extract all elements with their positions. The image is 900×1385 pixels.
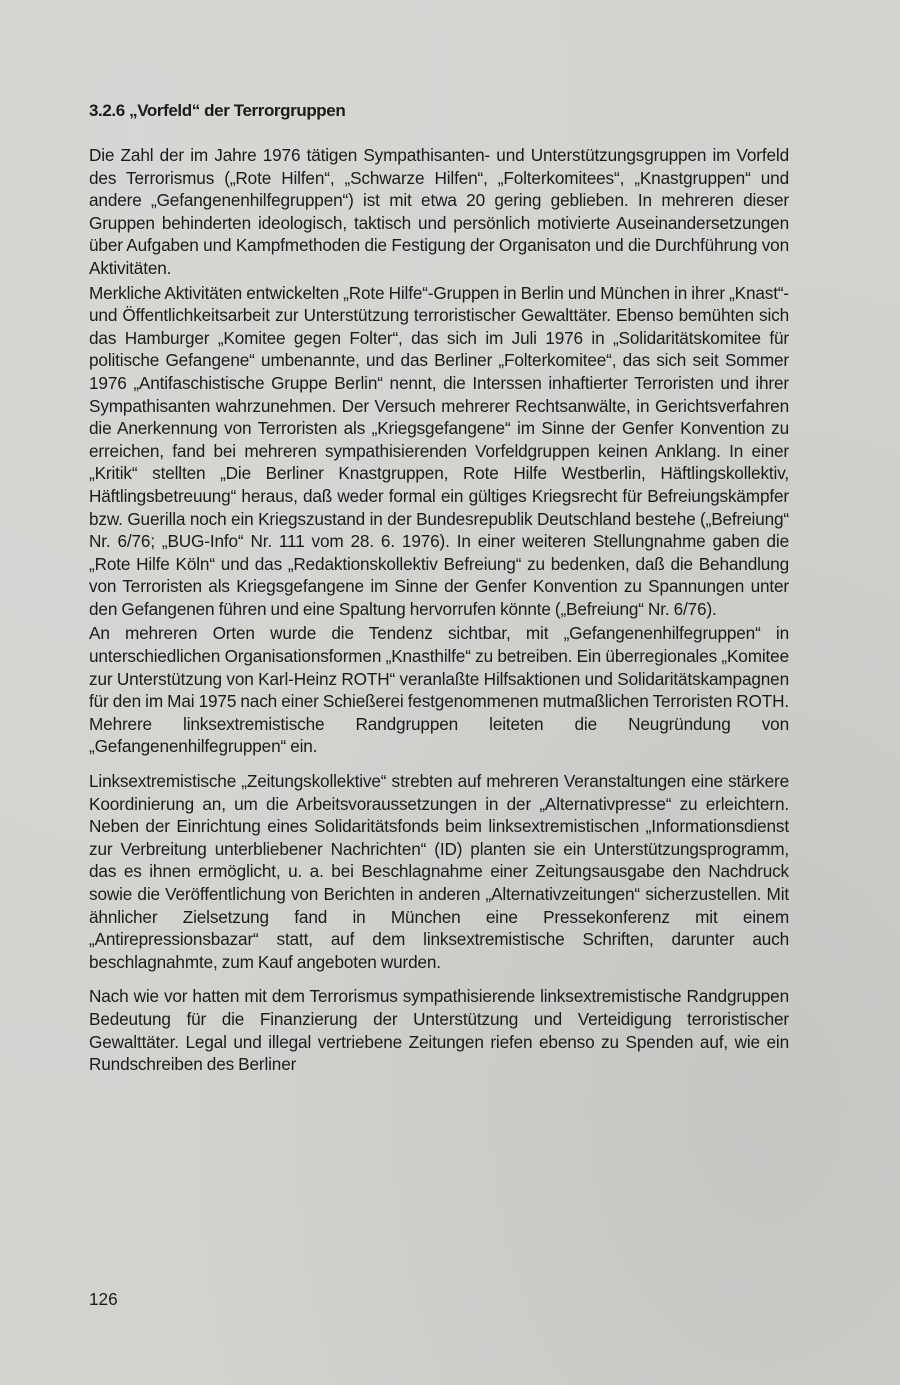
paragraph-gefangenenhilfe: An mehreren Orten wurde die Tendenz sichtbar, mit „Gefangenenhilfegruppen“ in unterschiedlichen Organisationsformen „Knasthilfe“ zu betreiben. Ein überregionales „Komitee zur Unterstützung von Karl-Heinz ROTH“ veranlaßte Hilfsaktionen und Solidaritätskampagnen für den im Mai 1975 nach einer Schießerei festgenommenen mutmaßlichen Terroristen ROTH. Mehrere linksextremistische Randgruppen leiteten die Neugründung von „Gefangenenhilfegruppen“ ein. [89,623,789,757]
paragraph-sympathisanten: Die Zahl der im Jahre 1976 tätigen Sympathisanten- und Unterstützungsgruppen im Vorfeld des Terrorismus („Rote Hilfen“, „Schwarze Hilfen“, „Folterkomitees“, „Knastgruppen“ und andere „Gefangenenhilfegruppen“) ist mit etwa 20 gering geblieben. In mehreren dieser Gruppen behinderten ideologisch, taktisch und persönlich motivierte Auseinandersetzungen über Aufgaben und Kampfmethoden die Festigung der Organisaton und die Durchführung von Aktivitäten. [89,145,789,278]
section-heading: 3.2.6 „Vorfeld“ der Terrorgruppen [89,101,346,120]
page-number: 126 [89,1289,118,1309]
document-page [89,100,789,1076]
paragraph-finanzierung: Nach wie vor hatten mit dem Terrorismus sympathisierende linksextremistische Randgruppen Bedeutung für die Finanzierung der Unterstützung und Verteidigung terroristischer Gewalttäter. Legal und illegal vertriebene Zeitungen riefen ebenso zu Spenden auf, wie ein Rundschreiben des Berliner [89,986,789,1075]
paragraph-zeitungskollektive: Linksextremistische „Zeitungskollektive“ strebten auf mehreren Veranstaltungen eine stärkere Koordinierung an, um die Arbeitsvoraussetzungen in der „Alternativpresse“ zu erleichtern. Neben der Einrichtung eines Solidaritätsfonds beim linksextremistischen „Informationsdienst zur Verbreitung unterbliebener Nachrichten“ (ID) planten sie ein Unterstützungsprogramm, das es ihnen ermöglicht, u. a. bei Beschlagnahme einer Zeitungsausgabe den Nachdruck sowie die Veröffentlichung von Berichten in anderen „Alternativzeitungen“ sicherzustellen. Mit ähnlicher Zielsetzung fand in München eine Pressekonferenz mit einem „Antirepressionsbazar“ statt, auf dem linksextremistische Schriften, darunter auch beschlagnahmte, zum Kauf angeboten wurden. [89,771,789,972]
paragraph-rote-hilfe: Merkliche Aktivitäten entwickelten „Rote Hilfe“-Gruppen in Berlin und München in ihrer „Knast“- und Öffentlichkeitsarbeit zur Unterstützung terroristischer Gewalttäter. Ebenso bemühten sich das Hamburger „Komitee gegen Folter“, das sich im Juli 1976 in „Solidaritätskomitee für politische Gefangene“ umbenannte, und das Berliner „Folterkomitee“, das sich seit Sommer 1976 „Antifaschistische Gruppe Berlin“ nennt, die Interssen inhaftierter Terroristen und ihrer Sympathisanten wahrzunehmen. Der Versuch mehrerer Rechtsanwälte, in Gerichtsverfahren die Anerkennung von Terroristen als „Kriegsgefangene“ im Sinne der Genfer Konvention zu erreichen, fand bei mehreren sympathisierenden Vorfeldgruppen keinen Anklang. In einer „Kritik“ stellten „Die Berliner Knastgruppen, Rote Hilfe Westberlin, Häftlingskollektiv, Häftlingsbetreuung“ heraus, daß weder formal ein gültiges Kriegsrecht für Befreiungskämpfer bzw. Guerilla noch ein Kriegszustand in der Bundesrepublik Deutschland bestehe („Befreiung“ Nr. 6/76; „BUG-Info“ Nr. 111 vom 28. 6. 1976). In einer weiteren Stellungnahme gaben die „Rote Hilfe Köln“ und das „Redaktionskollektiv Befreiung“ zu bedenken, daß die Behandlung von Terroristen als Kriegsgefangene im Sinne der Genfer Konvention zu Spannungen unter den Gefangenen führen und eine Spaltung hervorrufen könnte („Befreiung“ Nr. 6/76). [89,282,789,619]
